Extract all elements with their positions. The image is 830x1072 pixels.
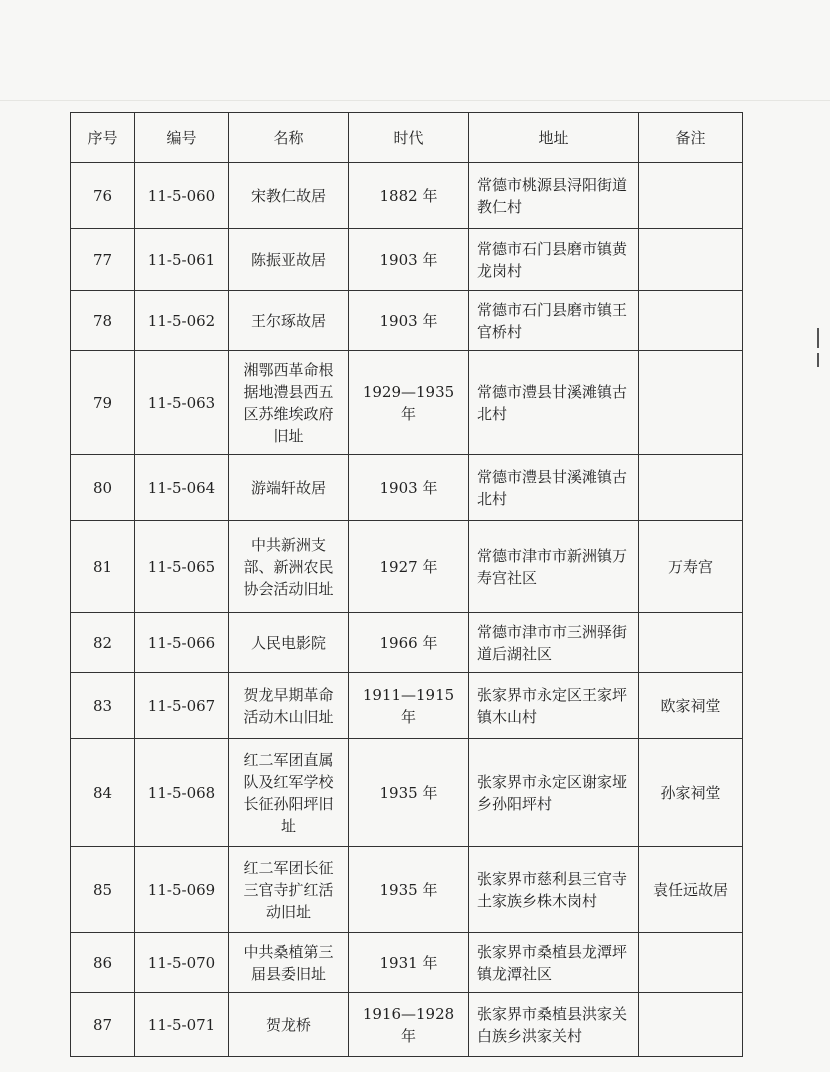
cell-address: 常德市津市市三洲驿街道后湖社区: [469, 613, 639, 673]
cell-address: 常德市澧县甘溪滩镇古北村: [469, 351, 639, 455]
cell-address: 常德市石门县磨市镇王官桥村: [469, 291, 639, 351]
cell-name: 人民电影院: [229, 613, 349, 673]
cell-code: 11-5-061: [135, 229, 229, 291]
cell-era: 1903 年: [349, 229, 469, 291]
cell-era: 1911—1915 年: [349, 673, 469, 739]
header-era: 时代: [349, 113, 469, 163]
cell-seq: 85: [71, 847, 135, 933]
cell-address: 张家界市慈利县三官寺土家族乡株木岗村: [469, 847, 639, 933]
cell-seq: 86: [71, 933, 135, 993]
table-row: [71, 993, 743, 1057]
header-seq: 序号: [71, 113, 135, 163]
cell-seq: 80: [71, 455, 135, 521]
cell-seq: 77: [71, 229, 135, 291]
cell-era: 1931 年: [349, 933, 469, 993]
cell-seq: 87: [71, 993, 135, 1057]
table-row: [71, 291, 743, 351]
cell-seq: 81: [71, 521, 135, 613]
cell-era: 1903 年: [349, 455, 469, 521]
cell-name: 宋教仁故居: [229, 163, 349, 229]
cell-address: 常德市桃源县浔阳街道教仁村: [469, 163, 639, 229]
header-address: 地址: [469, 113, 639, 163]
cell-note: 欧家祠堂: [639, 673, 743, 739]
cell-address: 常德市石门县磨市镇黄龙岗村: [469, 229, 639, 291]
header-code: 编号: [135, 113, 229, 163]
cell-seq: 83: [71, 673, 135, 739]
cell-seq: 84: [71, 739, 135, 847]
cell-era: 1929—1935 年: [349, 351, 469, 455]
cell-seq: 82: [71, 613, 135, 673]
heritage-sites-table: [70, 112, 743, 1057]
cell-code: 11-5-060: [135, 163, 229, 229]
cell-code: 11-5-070: [135, 933, 229, 993]
cell-note: [639, 613, 743, 673]
cell-code: 11-5-065: [135, 521, 229, 613]
cell-name: 湘鄂西革命根据地澧县西五区苏维埃政府旧址: [229, 351, 349, 455]
cell-era: 1966 年: [349, 613, 469, 673]
cell-code: 11-5-067: [135, 673, 229, 739]
cell-note: 袁任远故居: [639, 847, 743, 933]
cell-note: [639, 455, 743, 521]
cell-seq: 76: [71, 163, 135, 229]
cell-note: 万寿宫: [639, 521, 743, 613]
cell-code: 11-5-068: [135, 739, 229, 847]
table-row: [71, 739, 743, 847]
cell-address: 张家界市永定区王家坪镇木山村: [469, 673, 639, 739]
cell-era: 1916—1928 年: [349, 993, 469, 1057]
cell-note: 孙家祠堂: [639, 739, 743, 847]
cell-era: 1927 年: [349, 521, 469, 613]
table-row: [71, 673, 743, 739]
cell-era: 1882 年: [349, 163, 469, 229]
cell-era: 1935 年: [349, 847, 469, 933]
margin-mark: [817, 353, 819, 367]
cell-address: 张家界市永定区谢家垭乡孙阳坪村: [469, 739, 639, 847]
cell-address: 张家界市桑植县龙潭坪镇龙潭社区: [469, 933, 639, 993]
table-header-row: [71, 113, 743, 163]
table-row: [71, 933, 743, 993]
cell-name: 游端轩故居: [229, 455, 349, 521]
cell-code: 11-5-066: [135, 613, 229, 673]
cell-note: [639, 933, 743, 993]
cell-name: 红二军团直属队及红军学校长征孙阳坪旧址: [229, 739, 349, 847]
cell-name: 中共新洲支部、新洲农民协会活动旧址: [229, 521, 349, 613]
cell-note: [639, 351, 743, 455]
table-row: [71, 351, 743, 455]
cell-seq: 78: [71, 291, 135, 351]
cell-address: 常德市澧县甘溪滩镇古北村: [469, 455, 639, 521]
cell-name: 中共桑植第三届县委旧址: [229, 933, 349, 993]
margin-mark: [817, 328, 819, 348]
cell-note: [639, 291, 743, 351]
table-row: [71, 613, 743, 673]
table-row: [71, 455, 743, 521]
cell-code: 11-5-062: [135, 291, 229, 351]
table-row: [71, 163, 743, 229]
cell-name: 贺龙桥: [229, 993, 349, 1057]
cell-seq: 79: [71, 351, 135, 455]
scan-shadow-line: [0, 100, 830, 101]
cell-code: 11-5-069: [135, 847, 229, 933]
cell-name: 王尔琢故居: [229, 291, 349, 351]
cell-note: [639, 163, 743, 229]
cell-era: 1935 年: [349, 739, 469, 847]
table-row: [71, 847, 743, 933]
cell-code: 11-5-064: [135, 455, 229, 521]
table-row: [71, 521, 743, 613]
cell-note: [639, 993, 743, 1057]
cell-name: 陈振亚故居: [229, 229, 349, 291]
cell-era: 1903 年: [349, 291, 469, 351]
cell-note: [639, 229, 743, 291]
cell-code: 11-5-071: [135, 993, 229, 1057]
cell-name: 贺龙早期革命活动木山旧址: [229, 673, 349, 739]
cell-address: 常德市津市市新洲镇万寿宫社区: [469, 521, 639, 613]
header-note: 备注: [639, 113, 743, 163]
table-row: [71, 229, 743, 291]
cell-name: 红二军团长征三官寺扩红活动旧址: [229, 847, 349, 933]
cell-address: 张家界市桑植县洪家关白族乡洪家关村: [469, 993, 639, 1057]
cell-code: 11-5-063: [135, 351, 229, 455]
header-name: 名称: [229, 113, 349, 163]
